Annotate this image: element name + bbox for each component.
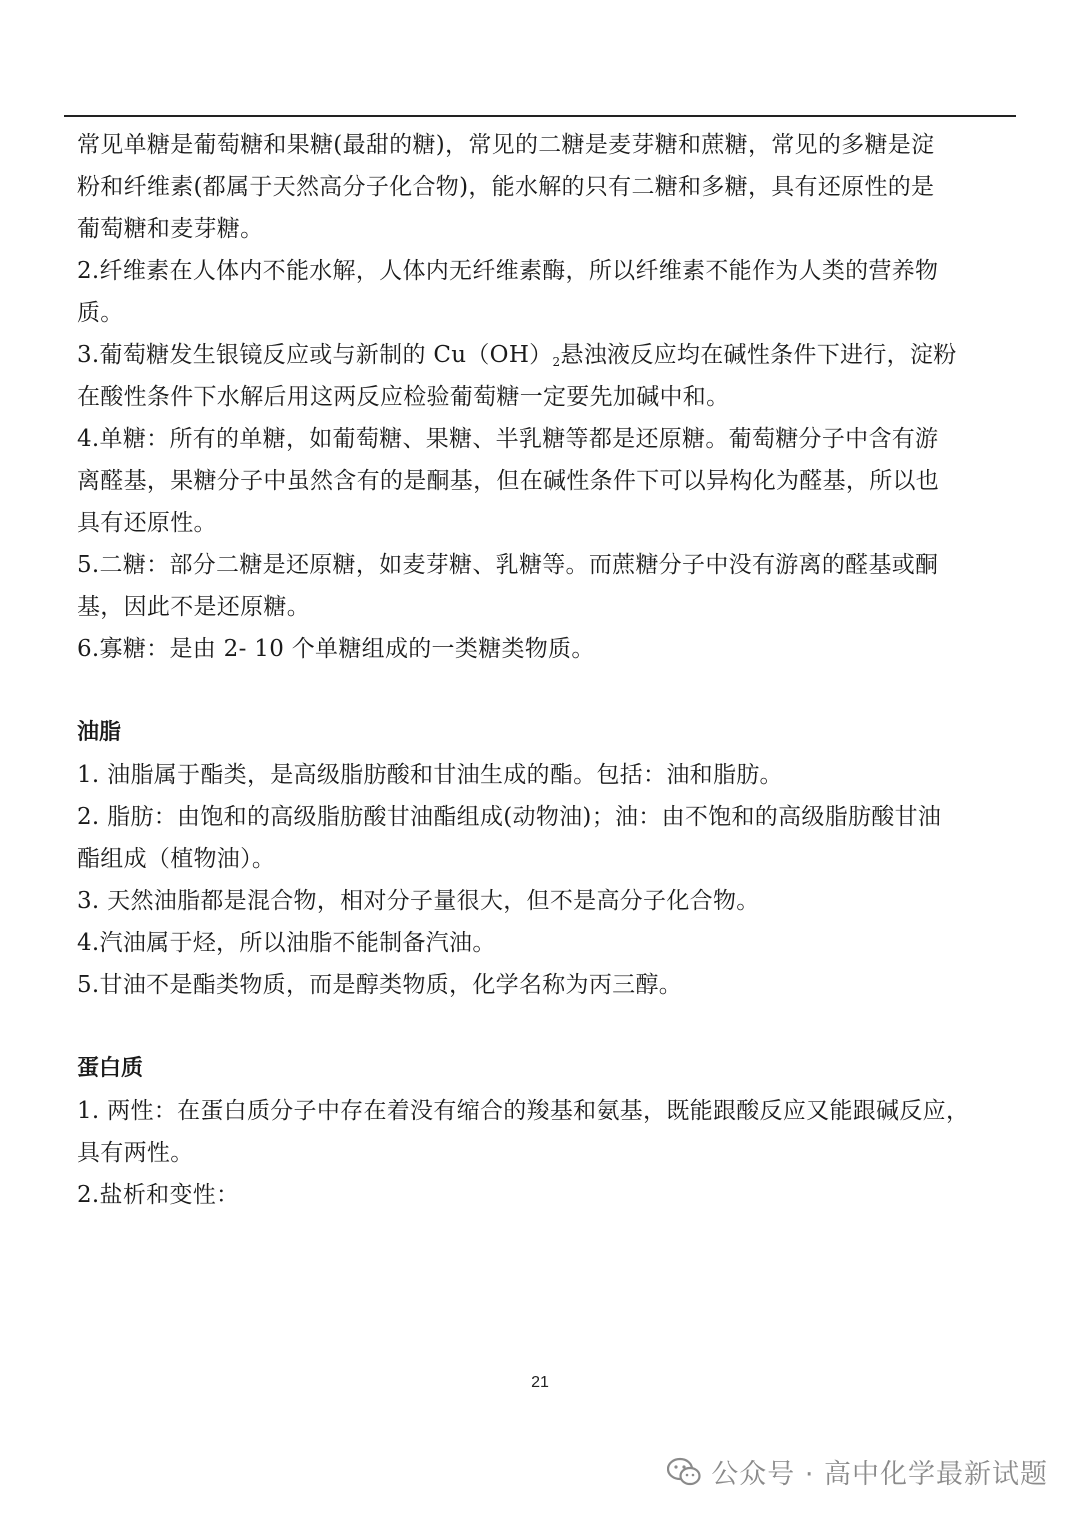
paragraph-line: 1. 两性：在蛋白质分子中存在着没有缩合的羧基和氨基，既能跟酸反应又能跟碱反应， — [77, 1098, 970, 1124]
watermark — [667, 1452, 1048, 1491]
paragraph-line: 2.盐析和变性： — [77, 1182, 240, 1208]
paragraph-line: 2.纤维素在人体内不能水解，人体内无纤维素酶，所以纤维素不能作为人类的营养物 — [77, 258, 939, 284]
paragraph-line: 2. 脂肪：由饱和的高级脂肪酸甘油酯组成(动物油)；油：由不饱和的高级脂肪酸甘油 — [77, 804, 942, 830]
document-body — [77, 124, 1007, 1216]
paragraph-line: 具有两性。 — [77, 1140, 194, 1166]
paragraph-line: 3. 天然油脂都是混合物，相对分子量很大，但不是高分子化合物。 — [77, 888, 760, 914]
paragraph-line: 基，因此不是还原糖。 — [77, 594, 310, 620]
paragraph-line: 常见单糖是葡萄糖和果糖(最甜的糖)，常见的二糖是麦芽糖和蔗糖，常见的多糖是淀 — [77, 132, 935, 158]
watermark-text: 公众号 · 高中化学最新试题 — [711, 1459, 1048, 1490]
section-gap — [77, 670, 1007, 712]
page-number: 21 — [531, 1374, 549, 1391]
paragraph-line: 4.汽油属于烃，所以油脂不能制备汽油。 — [77, 930, 496, 956]
paragraph-line: 1. 油脂属于酯类，是高级脂肪酸和甘油生成的酯。包括：油和脂肪。 — [77, 762, 783, 788]
paragraph-line: 5.二糖：部分二糖是还原糖，如麦芽糖、乳糖等。而蔗糖分子中没有游离的醛基或酮 — [77, 552, 939, 578]
text-segment: 悬浊液反应均在碱性条件下进行，淀粉 — [560, 342, 957, 368]
paragraph-line — [77, 334, 1007, 376]
paragraph-line: 葡萄糖和麦芽糖。 — [77, 216, 264, 242]
section-heading-protein: 蛋白质 — [77, 1056, 144, 1081]
paragraph-line: 具有还原性。 — [77, 510, 217, 536]
wechat-icon — [667, 1457, 701, 1487]
paragraph-line: 在酸性条件下水解后用这两反应检验葡萄糖一定要先加碱中和。 — [77, 384, 730, 410]
paragraph-line: 质。 — [77, 300, 124, 326]
paragraph-line: 粉和纤维素(都属于天然高分子化合物)，能水解的只有二糖和多糖，具有还原性的是 — [77, 174, 935, 200]
paragraph-line: 离醛基，果糖分子中虽然含有的是酮基，但在碱性条件下可以异构化为醛基，所以也 — [77, 468, 940, 494]
section-gap — [77, 1006, 1007, 1048]
paragraph-line: 酯组成（植物油）。 — [77, 846, 276, 872]
section-heading-fat: 油脂 — [77, 720, 122, 745]
paragraph-line: 4.单糖：所有的单糖，如葡萄糖、果糖、半乳糖等都是还原糖。葡萄糖分子中含有游 — [77, 426, 939, 452]
paragraph-line: 6.寡糖：是由 2- 10 个单糖组成的一类糖类物质。 — [77, 636, 595, 662]
subscript: 2 — [552, 355, 561, 369]
paragraph-line: 5.甘油不是酯类物质，而是醇类物质，化学名称为丙三醇。 — [77, 972, 683, 998]
header-rule — [64, 115, 1016, 117]
text-segment: 3.葡萄糖发生银镜反应或与新制的 Cu（OH） — [77, 342, 553, 368]
